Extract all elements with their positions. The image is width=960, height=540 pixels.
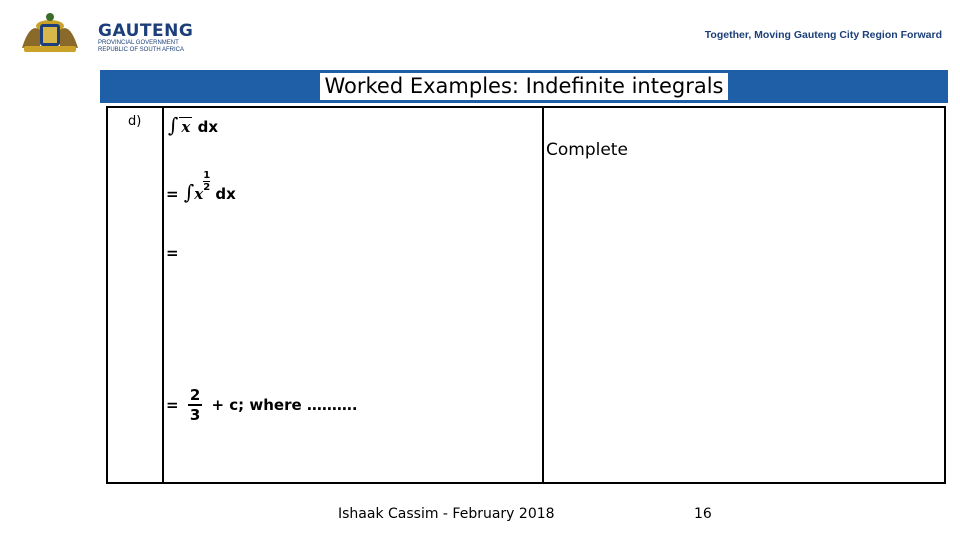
equals-sign: = xyxy=(166,396,179,414)
page-number: 16 xyxy=(694,506,712,522)
question-label: d) xyxy=(128,114,142,129)
slide-title: Worked Examples: Indefinite integrals xyxy=(320,73,727,100)
integral-sign: ∫ xyxy=(183,180,195,204)
fraction-numerator: 2 xyxy=(189,386,201,404)
answer-remainder: + c; where ………. xyxy=(211,396,358,414)
exponent-numerator: 1 xyxy=(203,170,211,181)
working-column xyxy=(164,108,544,482)
differential: dx xyxy=(215,185,236,203)
side-column xyxy=(544,108,944,482)
integral-line-1 xyxy=(168,113,218,137)
logo-name: GAUTENG xyxy=(98,21,194,41)
fraction-denominator: 3 xyxy=(189,406,201,424)
header-tagline: Together, Moving Gauteng City Region Forward xyxy=(704,29,942,41)
differential: dx xyxy=(197,118,219,136)
variable: x xyxy=(181,118,191,136)
title-bar xyxy=(100,70,948,103)
gauteng-coat-of-arms-logo xyxy=(10,8,90,56)
integral-line-3 xyxy=(166,244,179,262)
square-root xyxy=(179,117,192,136)
fraction xyxy=(188,386,202,424)
gauteng-logo-wordmark xyxy=(98,22,193,54)
integral-sign: ∫ xyxy=(168,113,179,137)
complete-instruction: Complete xyxy=(546,140,628,160)
integral-line-2 xyxy=(166,170,236,204)
variable: x xyxy=(194,185,204,203)
logo-subtitle-2: REPUBLIC OF SOUTH AFRICA xyxy=(98,47,185,53)
label-column xyxy=(108,108,164,482)
example-table xyxy=(106,106,946,484)
footer-author: Ishaak Cassim - February 2018 xyxy=(338,506,555,522)
exponent-fraction xyxy=(203,170,210,193)
equals-sign: = xyxy=(166,185,179,203)
exponent-denominator: 2 xyxy=(203,182,211,193)
logo-subtitle: PROVINCIAL GOVERNMENT xyxy=(98,40,179,46)
equals-sign: = xyxy=(166,244,179,262)
integral-line-4 xyxy=(166,386,358,424)
